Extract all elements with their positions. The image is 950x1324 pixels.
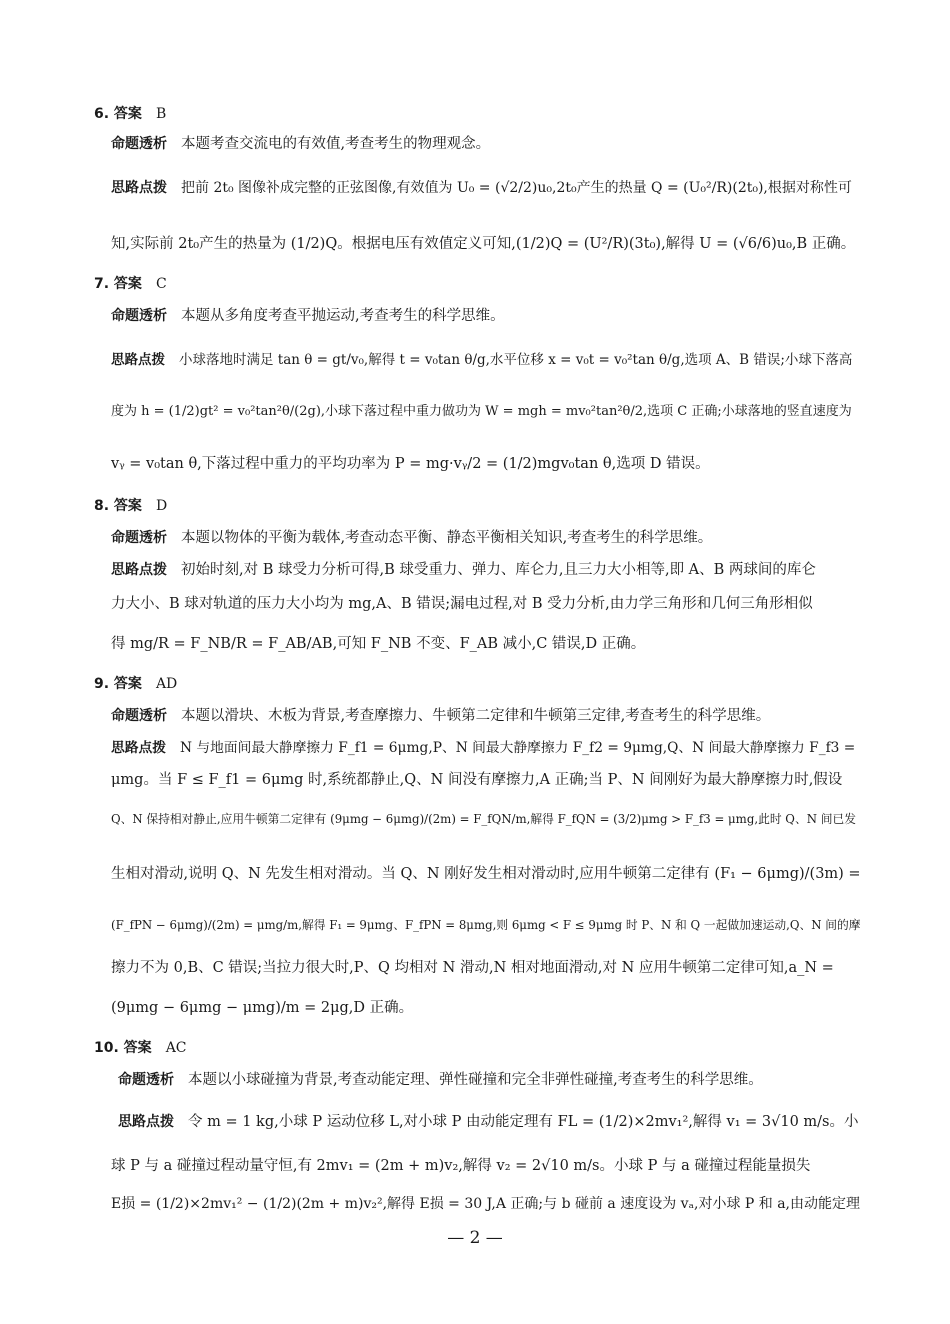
q8-answer: D: [155, 498, 168, 514]
q6-analysis-label: 命题透析: [111, 136, 167, 152]
q10-hint: [118, 1114, 858, 1131]
q8-title: 8. 答案: [94, 498, 142, 514]
q9-hint-continued-5: 擦力不为 0,B、C 错误;当拉力很大时,P、Q 均相对 N 滑动,N 相对地面滑动,对 N 应用牛顿第二定律可知,a_N =: [111, 960, 834, 976]
q10-analysis: [118, 1072, 763, 1089]
q10-answer: AC: [165, 1040, 187, 1056]
q9-hint-continued-6: (9μmg − 6μmg − μmg)/m = 2μg,D 正确。: [111, 1000, 414, 1016]
q9-analysis: [111, 708, 770, 725]
q8-hint-continued-1: 力大小、B 球对轨道的压力大小均为 mg,A、B 错误;漏电过程,对 B 受力分析,由力学三角形和几何三角形相似: [111, 596, 813, 612]
q6-hint-continued: 知,实际前 2t₀产生的热量为 (1/2)Q。根据电压有效值定义可知,(1/2)Q = (U²/R)(3t₀),解得 U = (√6/6)u₀,B 正确。: [111, 236, 856, 252]
q6-hint: [111, 180, 852, 197]
q9-analysis-label: 命题透析: [111, 708, 167, 724]
q7-answer: C: [155, 276, 167, 292]
q9-analysis-text: 本题以滑块、木板为背景,考查摩擦力、牛顿第二定律和牛顿第三定律,考查考生的科学思维。: [181, 708, 771, 724]
q8-hint: [111, 562, 816, 579]
q10-hint-text-1: 令 m = 1 kg,小球 P 运动位移 L,对小球 P 由动能定理有 FL = (1/2)×2mv₁²,解得 v₁ = 3√10 m/s。小: [188, 1114, 859, 1130]
q6-analysis-text: 本题考查交流电的有效值,考查考生的物理观念。: [181, 136, 491, 152]
q10-analysis-label: 命题透析: [118, 1072, 174, 1088]
q7-hint: [111, 352, 852, 368]
q10-hint-continued-1: 球 P 与 a 碰撞过程动量守恒,有 2mv₁ = (2m + m)v₂,解得 v₂ = 2√10 m/s。小球 P 与 a 碰撞过程能量损失: [111, 1158, 811, 1174]
q6-analysis: [111, 136, 490, 153]
q9-hint: [111, 740, 855, 757]
q8-hint-label: 思路点拨: [111, 562, 167, 578]
q9-answer: AD: [155, 676, 178, 692]
q7-title: 7. 答案: [94, 276, 142, 292]
q7-analysis-text: 本题从多角度考查平抛运动,考查考生的科学思维。: [181, 308, 505, 324]
q10-analysis-text: 本题以小球碰撞为背景,考查动能定理、弹性碰撞和完全非弹性碰撞,考查考生的科学思维。: [188, 1072, 763, 1088]
q8-header: [94, 498, 167, 515]
page-number: — 2 —: [447, 1228, 503, 1248]
q9-hint-continued-4: (F_fPN − 6μmg)/(2m) = μmg/m,解得 F₁ = 9μmg、F_fPN = 8μmg,则 6μmg < F ≤ 9μmg 时 P、N 和 Q 一起做加速运动,Q、N 间的摩: [111, 918, 861, 932]
q8-analysis-label: 命题透析: [111, 530, 167, 546]
q6-hint-text-1: 把前 2t₀ 图像补成完整的正弦图像,有效值为 U₀ = (√2/2)u₀,2t₀产生的热量 Q = (U₀²/R)(2t₀),根据对称性可: [181, 180, 852, 196]
q7-header: [94, 276, 167, 293]
q9-header: [94, 676, 177, 693]
q8-analysis-text: 本题以物体的平衡为载体,考查动态平衡、静态平衡相关知识,考查考生的科学思维。: [181, 530, 713, 546]
q9-hint-continued-2: Q、N 保持相对静止,应用牛顿第二定律有 (9μmg − 6μmg)/(2m) = F_fQN/m,解得 F_fQN = (3/2)μmg > F_f3 = μmg,此时 Q、N 间已发: [111, 812, 856, 826]
q6-title: 6. 答案: [94, 106, 142, 122]
q9-hint-text-1: N 与地面间最大静摩擦力 F_f1 = 6μmg,P、N 间最大静摩擦力 F_f2 = 9μmg,Q、N 间最大静摩擦力 F_f3 =: [180, 740, 856, 756]
q10-hint-label: 思路点拨: [118, 1114, 174, 1130]
q8-analysis: [111, 530, 712, 547]
q7-hint-label: 思路点拨: [111, 352, 165, 368]
q10-hint-continued-2: E损 = (1/2)×2mv₁² − (1/2)(2m + m)v₂²,解得 E损 = 30 J,A 正确;与 b 碰前 a 速度设为 vₐ,对小球 P 和 a,由动能定理: [111, 1196, 861, 1212]
q6-answer: B: [155, 106, 167, 122]
q9-hint-continued-1: μmg。当 F ≤ F_f1 = 6μmg 时,系统都静止,Q、N 间没有摩擦力,A 正确;当 P、N 间刚好为最大静摩擦力时,假设: [111, 772, 843, 788]
q6-hint-label: 思路点拨: [111, 180, 167, 196]
q8-hint-continued-2: 得 mg/R = F_NB/R = F_AB/AB,可知 F_NB 不变、F_AB 减小,C 错误,D 正确。: [111, 636, 646, 652]
q7-analysis-label: 命题透析: [111, 308, 167, 324]
q10-header: [94, 1040, 187, 1057]
q7-hint-continued-2: vᵧ = v₀tan θ,下落过程中重力的平均功率为 P = mg·vᵧ/2 = (1/2)mgv₀tan θ,选项 D 错误。: [111, 456, 710, 472]
q10-title: 10. 答案: [94, 1040, 152, 1056]
q7-hint-continued-1: 度为 h = (1/2)gt² = v₀²tan²θ/(2g),小球下落过程中重力做功为 W = mgh = mv₀²tan²θ/2,选项 C 正确;小球落地的竖直速度为: [111, 404, 852, 419]
q7-analysis: [111, 308, 505, 325]
q8-hint-text-1: 初始时刻,对 B 球受力分析可得,B 球受重力、弹力、库仑力,且三力大小相等,即 A、B 两球间的库仑: [181, 562, 816, 578]
q9-title: 9. 答案: [94, 676, 142, 692]
q9-hint-continued-3: 生相对滑动,说明 Q、N 先发生相对滑动。当 Q、N 刚好发生相对滑动时,应用牛顿第二定律有 (F₁ − 6μmg)/(3m) =: [111, 866, 861, 882]
q7-hint-text-1: 小球落地时满足 tan θ = gt/v₀,解得 t = v₀tan θ/g,水平位移 x = v₀t = v₀²tan θ/g,选项 A、B 错误;小球下落高: [179, 352, 853, 368]
q9-hint-label: 思路点拨: [111, 740, 167, 756]
q6-header: [94, 106, 166, 123]
